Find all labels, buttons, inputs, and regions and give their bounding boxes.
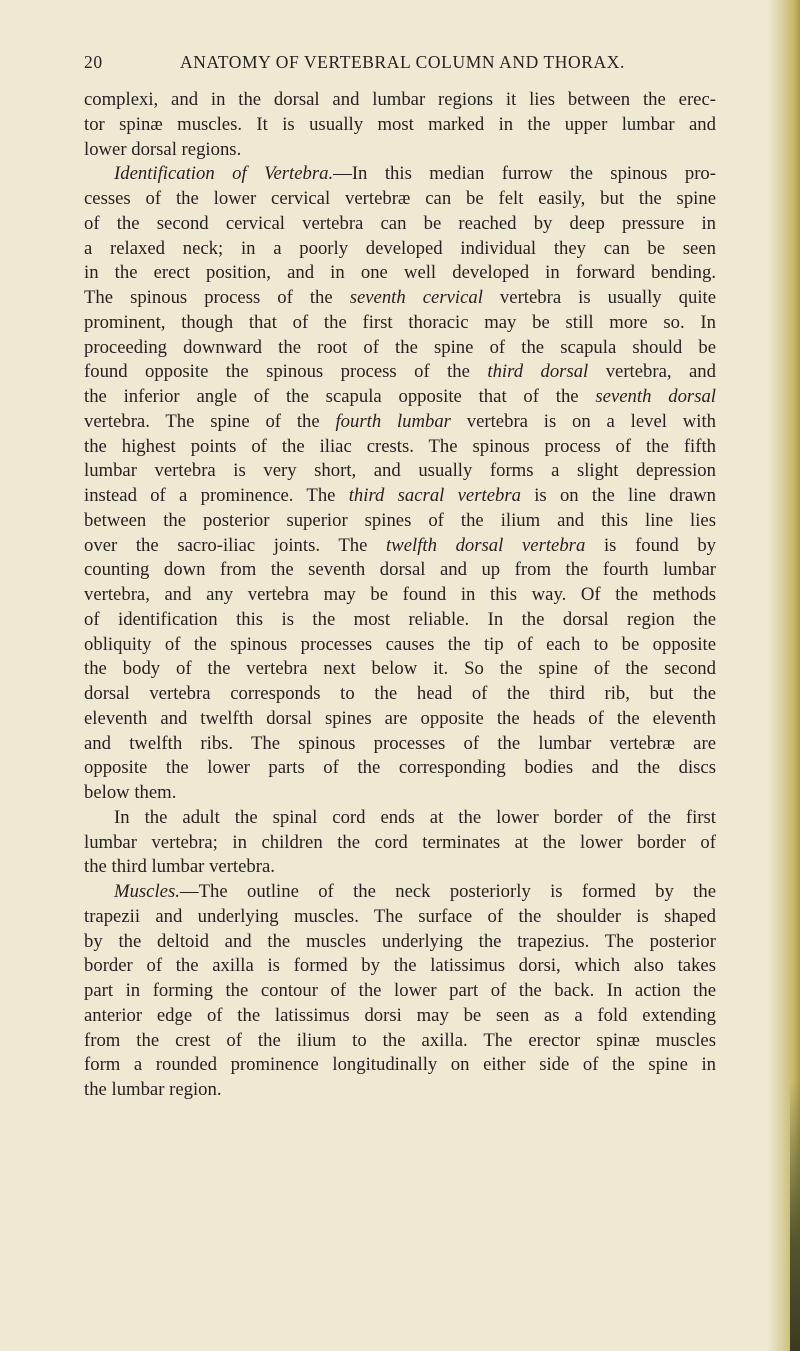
- text-run: over the sacro-iliac joints. The: [84, 534, 387, 556]
- text-line: [84, 756, 716, 781]
- text-run: border of the axilla is formed by the latissimus dorsi, which also takes: [84, 955, 716, 977]
- text-run: form a rounded prominence longitudinally on either side of the spine in: [84, 1054, 716, 1076]
- text-run: from the crest of the ilium to the axilla. The erector spinæ muscles: [84, 1029, 716, 1051]
- text-run: the third lumbar vertebra.: [84, 856, 275, 878]
- text-line: [84, 806, 716, 831]
- italic-term: third sacral vertebra: [348, 485, 521, 506]
- text-run: instead of a prominence. The: [84, 485, 349, 506]
- text-run: of identification this is the most reliable. In the dorsal region the: [84, 608, 716, 630]
- text-line: [84, 633, 716, 658]
- text-run: found opposite the spinous process of the: [84, 361, 488, 383]
- body-text: [84, 88, 716, 1103]
- text-line: [84, 880, 716, 905]
- text-line: [84, 1004, 716, 1029]
- text-line: [84, 311, 716, 336]
- text-line: [84, 237, 716, 262]
- text-line: [84, 583, 716, 608]
- running-header: [84, 52, 724, 76]
- text-run: tor spinæ muscles. It is usually most marked in the upper lumbar and: [84, 113, 716, 135]
- text-run: opposite the lower parts of the corresponding bodies and the discs: [84, 757, 716, 779]
- text-line: [84, 855, 716, 880]
- text-run: prominent, though that of the first thoracic may be still more so. In: [84, 311, 716, 333]
- text-run: vertebra. The spine of the: [84, 410, 336, 432]
- italic-term: seventh dorsal: [595, 386, 716, 407]
- text-run: —In this median furrow the spinous pro-: [333, 163, 716, 185]
- text-line: [84, 905, 716, 930]
- text-run: the body of the vertebra next below it. So the spine of the second: [84, 658, 716, 680]
- text-line: [84, 187, 716, 212]
- text-run: cesses of the lower cervical vertebræ can be felt easily, but the spine: [84, 188, 716, 209]
- text-run: vertebra, and any vertebra may be found in this way. Of the methods: [84, 584, 716, 605]
- text-line: [84, 509, 716, 534]
- text-run: vertebra, and: [588, 361, 716, 383]
- italic-term: fourth lumbar: [335, 410, 451, 432]
- text-run: complexi, and in the dorsal and lumbar regions it lies between the erec-: [84, 89, 716, 110]
- text-line: [84, 1078, 716, 1103]
- text-line: [84, 781, 716, 806]
- text-line: [84, 732, 716, 757]
- text-run: the lumbar region.: [84, 1079, 222, 1100]
- text-line: [84, 558, 716, 583]
- text-line: [84, 385, 716, 410]
- text-run: lumbar vertebra is very short, and usually forms a slight depression: [84, 460, 716, 482]
- text-run: eleventh and twelfth dorsal spines are opposite the heads of the eleventh: [84, 707, 716, 729]
- text-run: in the erect position, and in one well developed in forward bending.: [84, 262, 716, 284]
- text-run: In the adult the spinal cord ends at the lower border of the first: [114, 806, 716, 828]
- italic-term: third dorsal: [487, 361, 589, 383]
- italic-term: seventh cervical: [349, 287, 483, 308]
- text-run: part in forming the contour of the lower part of the back. In action the: [84, 980, 716, 1001]
- text-line: [84, 410, 716, 435]
- text-line: [84, 1029, 716, 1054]
- text-run: by the deltoid and the muscles underlying the trapezius. The posterior: [84, 930, 716, 952]
- text-run: the highest points of the iliac crests. The spinous process of the fifth: [84, 435, 716, 457]
- text-run: vertebra is usually quite: [482, 287, 716, 308]
- text-line: [84, 534, 716, 559]
- text-line: [84, 1053, 716, 1078]
- text-line: [84, 979, 716, 1004]
- text-line: [84, 608, 716, 633]
- text-line: [84, 831, 716, 856]
- text-run: a relaxed neck; in a poorly developed individual they can be seen: [84, 237, 716, 259]
- text-run: proceeding downward the root of the spine of the scapula should be: [84, 336, 716, 358]
- page-number: 20: [84, 52, 103, 72]
- italic-term: twelfth dorsal vertebra: [386, 534, 586, 556]
- text-run: dorsal vertebra corresponds to the head of the third rib, but the: [84, 683, 716, 704]
- text-run: between the posterior superior spines of the ilium and this line lies: [84, 509, 716, 531]
- text-line: [84, 657, 716, 682]
- text-line: [84, 286, 716, 311]
- text-run: trapezii and underlying muscles. The surface of the shoulder is shaped: [84, 905, 716, 927]
- text-run: below them.: [84, 782, 177, 803]
- text-run: the inferior angle of the scapula opposite that of the: [84, 386, 596, 407]
- running-title: ANATOMY OF VERTEBRAL COLUMN AND THORAX.: [180, 52, 625, 72]
- binding-edge-shadow: [790, 1080, 800, 1351]
- text-line: [84, 162, 716, 187]
- text-line: [84, 138, 716, 163]
- text-run: vertebra is on a level with: [450, 410, 716, 432]
- text-run: The spinous process of the: [84, 287, 350, 308]
- italic-term: Muscles.: [114, 881, 180, 902]
- text-line: [84, 459, 716, 484]
- text-run: is on the line drawn: [520, 485, 716, 506]
- text-run: counting down from the seventh dorsal and up from the fourth lumbar: [84, 559, 716, 581]
- text-run: anterior edge of the latissimus dorsi may be seen as a fold extending: [84, 1004, 716, 1026]
- text-line: [84, 113, 716, 138]
- text-run: obliquity of the spinous processes causes the tip of each to be opposite: [84, 633, 716, 655]
- text-line: [84, 930, 716, 955]
- text-line: [84, 682, 716, 707]
- text-line: [84, 484, 716, 509]
- text-line: [84, 261, 716, 286]
- text-run: of the second cervical vertebra can be reached by deep pressure in: [84, 212, 716, 234]
- text-line: [84, 707, 716, 732]
- text-line: [84, 88, 716, 113]
- text-line: [84, 336, 716, 361]
- text-run: lower dorsal regions.: [84, 138, 242, 160]
- text-run: —The outline of the neck posteriorly is formed by the: [179, 881, 716, 902]
- italic-term: Identification of Vertebra.: [114, 163, 334, 185]
- text-line: [84, 435, 716, 460]
- text-line: [84, 212, 716, 237]
- text-run: lumbar vertebra; in children the cord terminates at the lower border of: [84, 831, 716, 853]
- text-line: [84, 360, 716, 385]
- text-line: [84, 954, 716, 979]
- text-run: is found by: [585, 534, 717, 556]
- text-run: and twelfth ribs. The spinous processes of the lumbar vertebræ are: [84, 732, 716, 754]
